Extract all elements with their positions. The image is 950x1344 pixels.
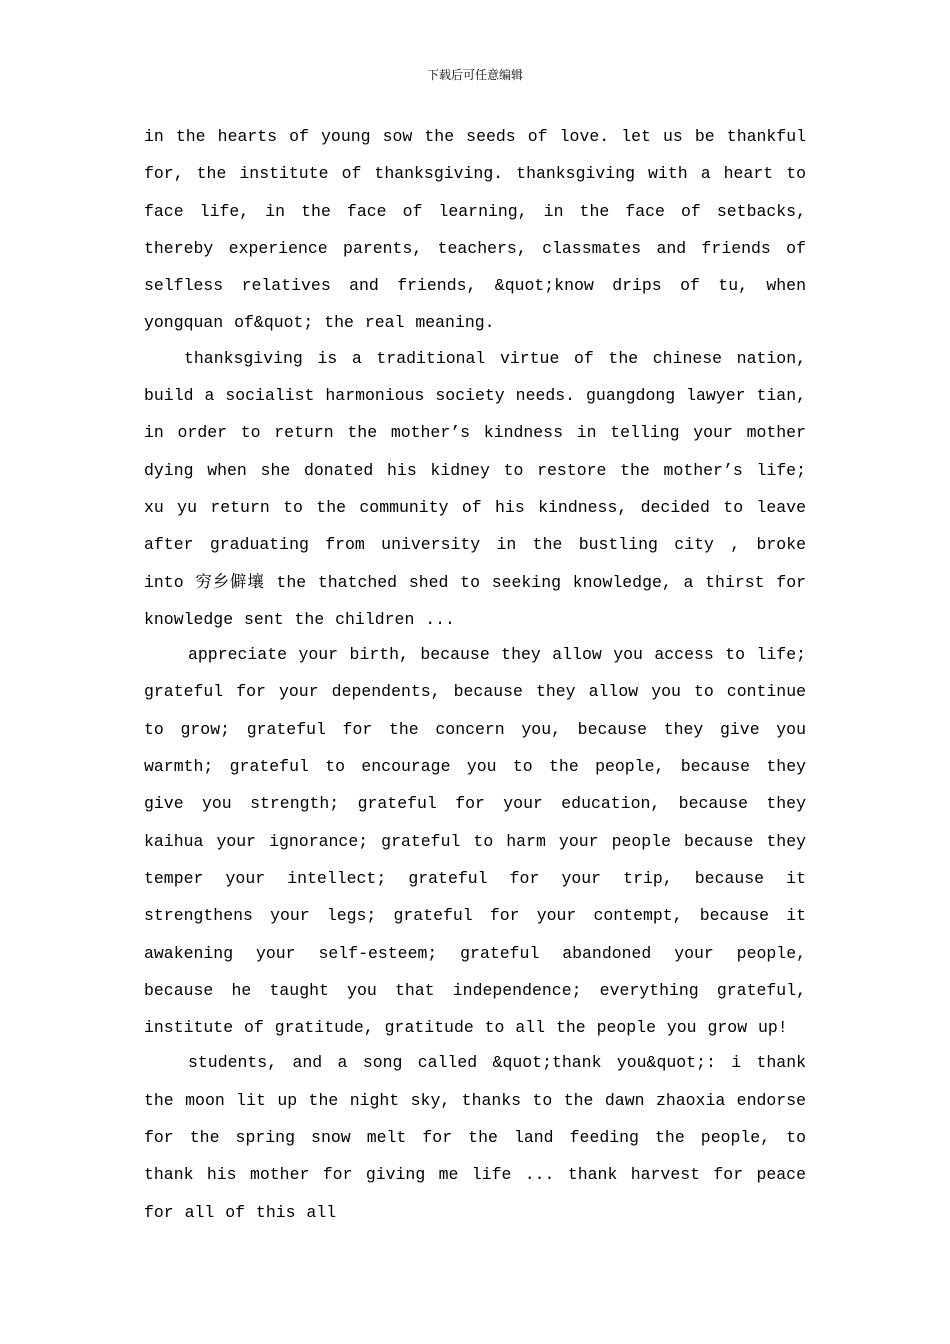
paragraph-2: thanksgiving is a traditional virtue of the chinese nation, build a socialist harmonious society needs. guangdong lawyer tian, in order to return the mother’s kindness in telling your mother dying when she donated his kidney to restore the mother’s life; xu yu return to the community of his kindness, decided to leave after graduating from university in the bustling city , broke into 穷乡僻壤 the thatched shed to seeking knowledge, a thirst for knowledge sent the children ... <box>144 348 806 629</box>
page-header-note: 下载后可任意编辑 <box>426 68 523 82</box>
paragraph-3: appreciate your birth, because they allow you access to life; grateful for your dependents, because they allow you to continue to grow; grateful for the concern you, because they give you warmth; grateful to encourage you to the people, because they give you strength; grateful for your education, because they kaihua your ignorance; grateful to harm your people because they temper your intellect; grateful for your trip, because it strengthens your legs; grateful for your contempt, because it awakening your self-esteem; grateful abandoned your people, because he taught you that independence; everything grateful, institute of gratitude, gratitude to all the people you grow up! <box>144 645 806 1038</box>
document-body <box>144 118 806 1229</box>
paragraph-1: in the hearts of young sow the seeds of love. let us be thankful for, the institute of thanksgiving. thanksgiving with a heart to face life, in the face of learning, in the face of setbacks, thereby experience parents, teachers, classmates and friends of selfless relatives and friends, &quot;know drips of tu, when yongquan of&quot; the real meaning. <box>144 127 806 333</box>
paragraph-4: students, and a song called &quot;thank you&quot;: i thank the moon lit up the night sky, thanks to the dawn zhaoxia endorse for the spring snow melt for the land feeding the people, to thank his mother for giving me life ... thank harvest for peace for all of this all <box>144 1053 806 1222</box>
